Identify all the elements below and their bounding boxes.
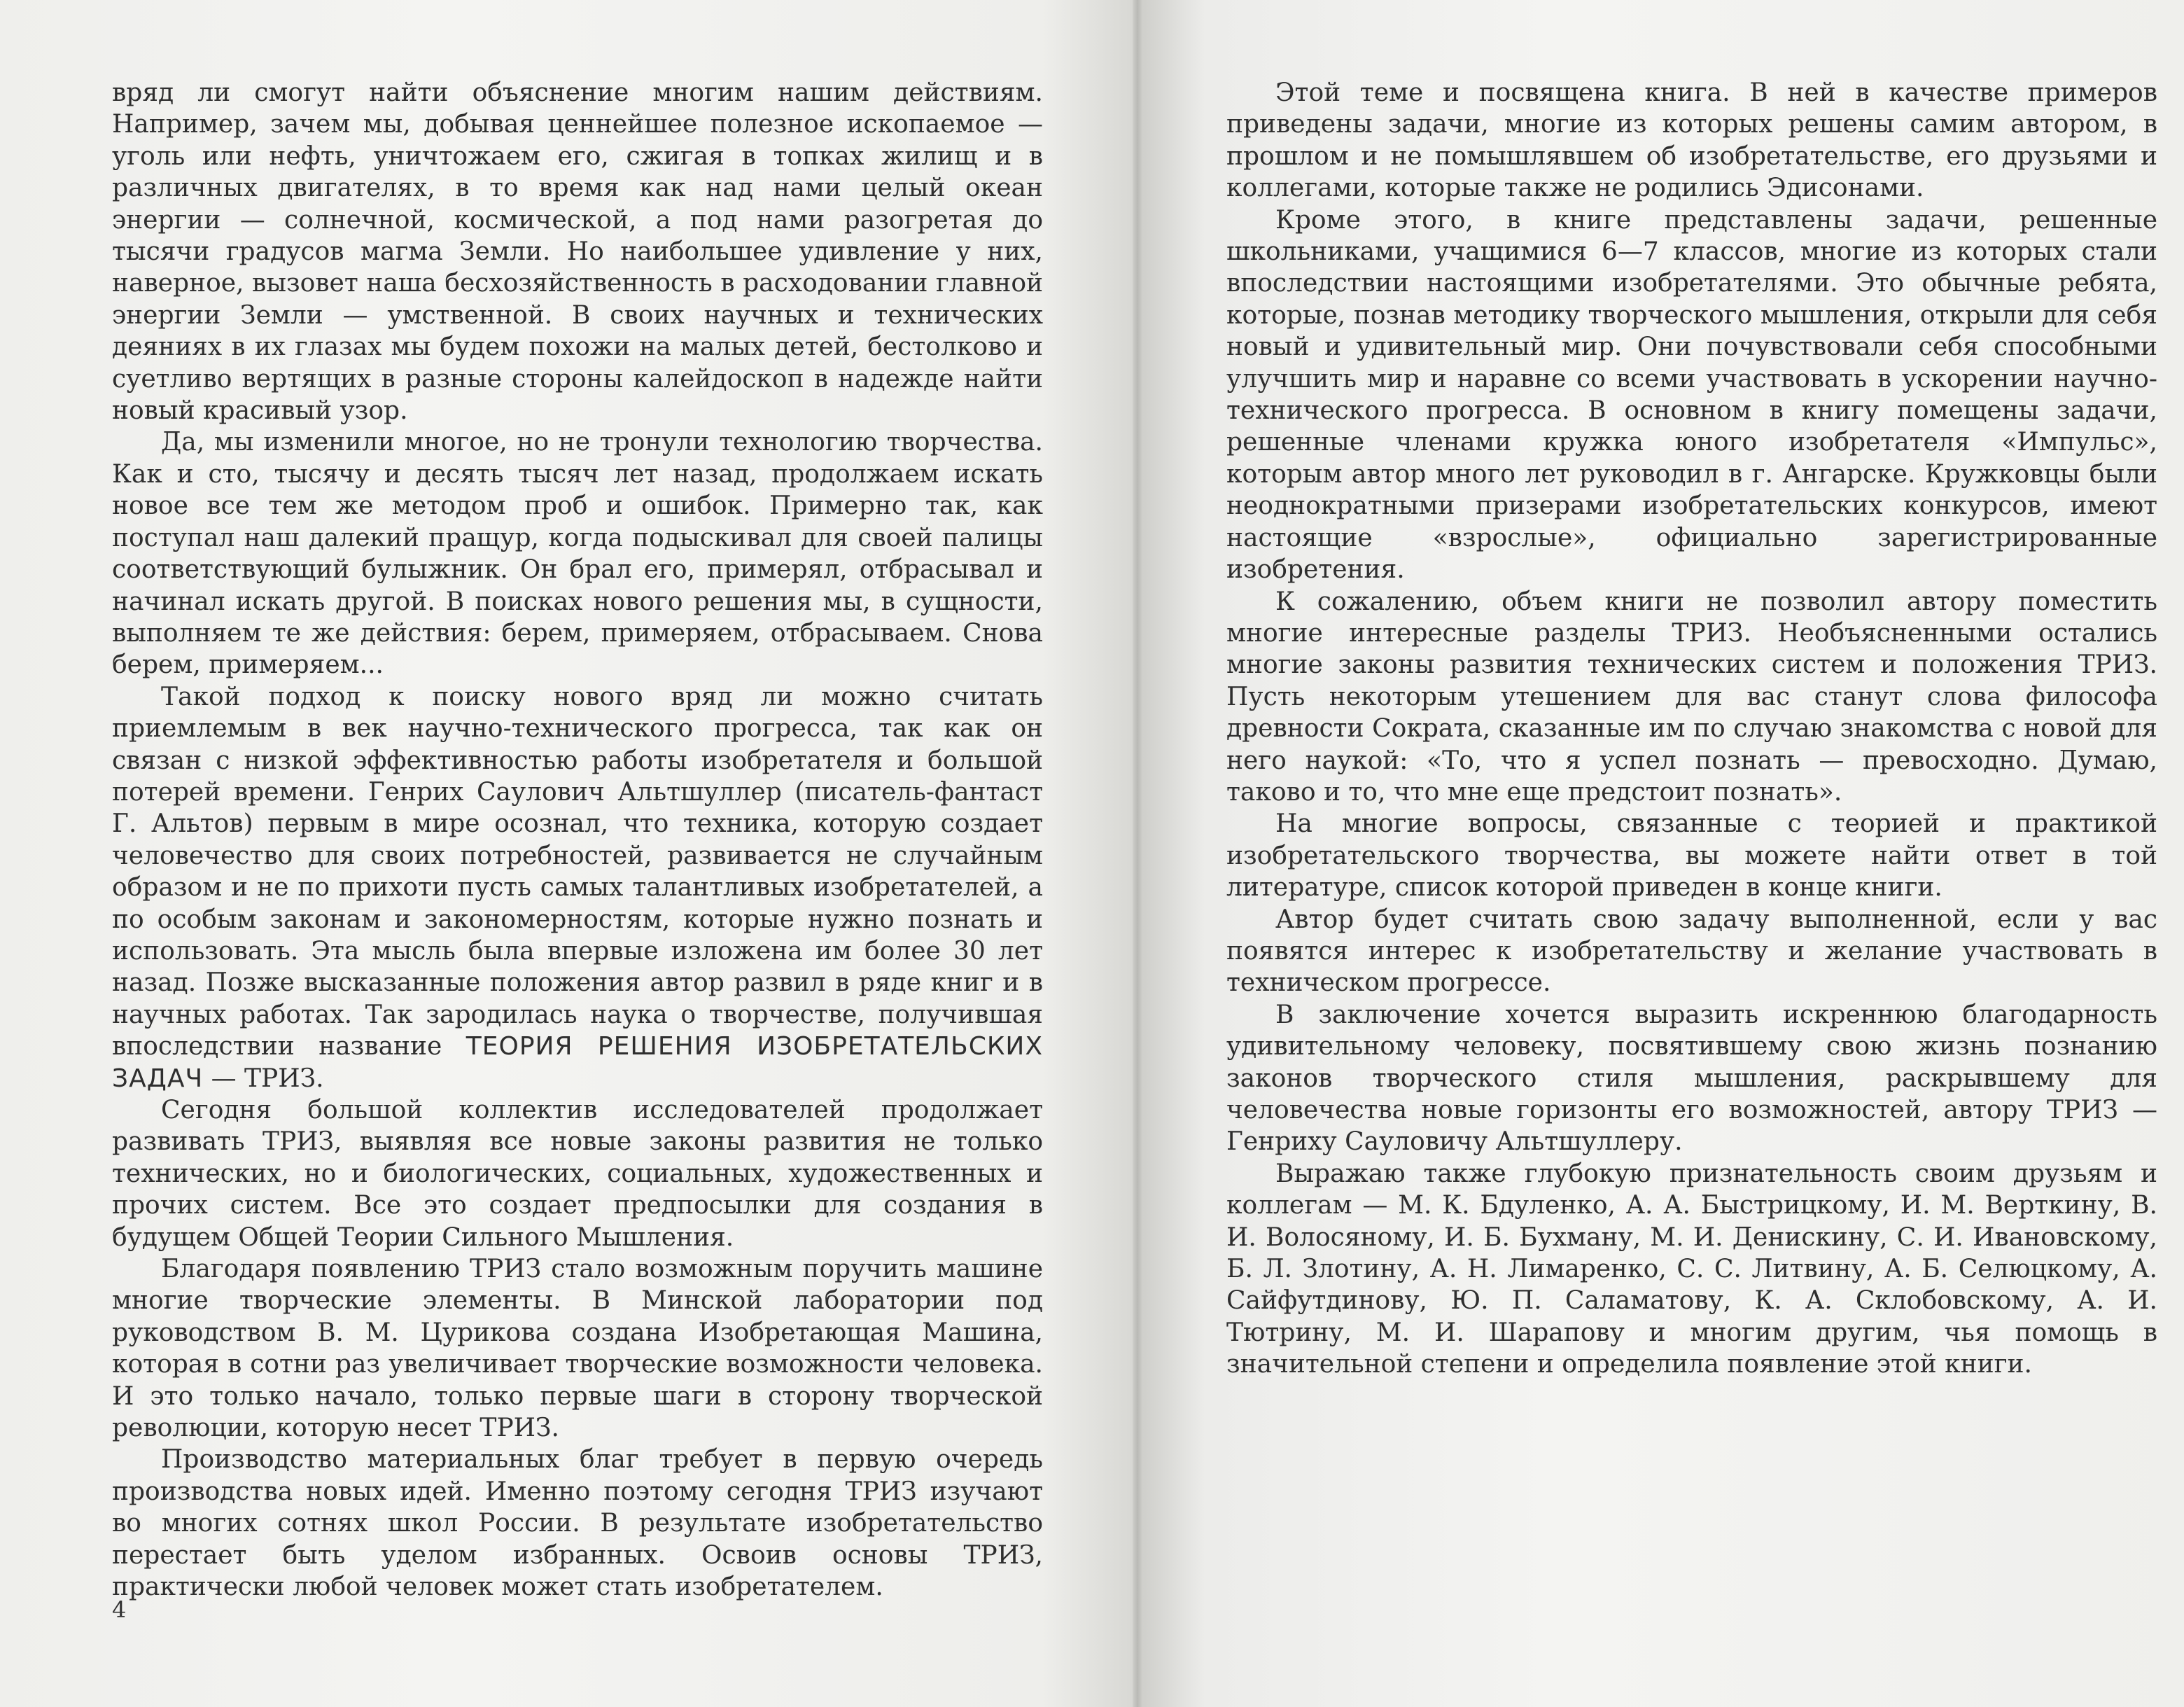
paragraph: Производство материальных благ требует в первую очередь производства новых идей. Именно поэтому сегодня ТРИЗ изучают во многих сотнях школ России. В результате изобретательство перестает быть уделом избранных. Освоив основы ТРИЗ, практически любой человек может стать изобретателем. bbox=[112, 1445, 1043, 1602]
paragraph: Сегодня большой коллектив исследователей продолжает развивать ТРИЗ, выявляя все новые законы развития не только технических, но и биологических, социальных, художественных и прочих систем. Все это создает предпосылки для создания в будущем Общей Теории Сильного Мышления. bbox=[112, 1096, 1043, 1252]
right-page bbox=[1142, 0, 2184, 1707]
right-text-column bbox=[1226, 77, 2157, 1381]
triz-title-caps: ТЕОРИЯ РЕШЕНИЯ ИЗОБРЕТАТЕЛЬСКИХ ЗАДАЧ bbox=[112, 1032, 1043, 1093]
paragraph: Выражаю также глубокую признательность своим друзьям и коллегам — М. К. Бдуленко, А. А. Быстрицкому, И. М. Верткину, В. И. Волосяному, И. Б. Бухману, М. И. Денискину, С. И. Ивановскому, Б. Л. Злотину, А. Н. Лимаренко, С. С. Литвину, А. Б. Селюцкому, А. Сайфутдинову, Ю. П. Саламатову, К. А. Склобовскому, А. И. Тютрину, М. И. Шарапову и многим другим, чья помощь в значительной степени и определила появление этой книги. bbox=[1226, 1159, 2157, 1379]
paragraph-text: Такой подход к поиску нового вряд ли можно считать приемлемым в век научно-технического прогресса, так как он связан с низкой эффективностью работы изобретателя и большой потерей времени. Генрих Саулович Альтшуллер (писатель-фантаст Г. Альтов) первым в мире осознал, что техника, которую создает человечество для своих потребностей, развивается не случайным образом и не по прихоти пусть самых талантливых изобретателей, а по особым законам и закономерностям, которые нужно познать и использовать. Эта мысль была впервые изложена им более 30 лет назад. Позже высказанные положения автор развил в ряде книг и в научных работах. Так зародилась наука о творчестве, получившая впоследствии название bbox=[112, 682, 1043, 1061]
paragraph-text: — ТРИЗ. bbox=[203, 1064, 324, 1093]
page-number: 4 bbox=[112, 1596, 127, 1623]
paragraph: На многие вопросы, связанные с теорией и практикой изобретательского творчества, вы можете найти ответ в той литературе, список которой приведен в конце книги. bbox=[1226, 809, 2157, 903]
paragraph: Благодаря появлению ТРИЗ стало возможным поручить машине многие творческие элементы. В Минской лаборатории под руководством В. М. Цурикова создана Изобретающая Машина, которая в сотни раз увеличивает творческие возможности человека. И это только начало, только первые шаги в сторону творческой революции, которую несет ТРИЗ. bbox=[112, 1255, 1043, 1443]
paragraph: вряд ли смогут найти объяснение многим нашим действиям. Например, зачем мы, добывая ценнейшее полезное ископаемое — уголь или нефть, уничтожаем его, сжигая в топках жилищ и в различных двигателях, в то время как над нами целый океан энергии — солнечной, космической, а под нами разогретая до тысячи градусов магма Земли. Но наибольшее удивление у них, наверное, вызовет наша бесхозяйственность в расходовании главной энергии Земли — умственной. В своих научных и технических деяниях в их глазах мы будем похожи на малых детей, бестолково и суетливо вертящих в разные стороны калейдоскоп в надежде найти новый красивый узор. bbox=[112, 78, 1043, 426]
paragraph: К сожалению, объем книги не позволил автору поместить многие интересные разделы ТРИЗ. Необъясненными остались многие законы развития технических систем и положения ТРИЗ. Пусть некоторым утешением для вас станут слова философа древности Сократа, сказанные им по случаю знакомства с новой для него наукой: «То, что я успел познать — превосходно. Думаю, таково и то, что мне еще предстоит познать». bbox=[1226, 587, 2157, 807]
paragraph bbox=[112, 681, 1043, 1094]
left-text-column bbox=[112, 77, 1043, 1603]
book-gutter bbox=[1133, 0, 1142, 1707]
paragraph: Кроме этого, в книге представлены задачи, решенные школьниками, учащимися 6—7 классов, многие из которых стали впоследствии настоящими изобретателями. Это обычные ребята, которые, познав методику творческого мышления, открыли для себя новый и удивительный мир. Они почувствовали себя способными улучшить мир и наравне со всеми участвовать в ускорении научно-технического прогресса. В основном в книгу помещены задачи, решенные членами кружка юного изобретателя «Импульс», которым автор много лет руководил в г. Ангарске. Кружковцы были неоднократными призерами изобретательских конкурсов, имеют настоящие «взрослые», официально зарегистрированные изобретения. bbox=[1226, 205, 2157, 585]
paragraph: Этой теме и посвящена книга. В ней в качестве примеров приведены задачи, многие из которых решены самим автором, в прошлом и не помышлявшем об изобретательстве, его друзьями и коллегами, которые также не родились Эдисонами. bbox=[1226, 78, 2157, 203]
paragraph: Да, мы изменили многое, но не тронули технологию творчества. Как и сто, тысячу и десять тысяч лет назад, продолжаем искать новое все тем же методом проб и ошибок. Примерно так, как поступал наш далекий пращур, когда подыскивал для своей палицы соответствующий булыжник. Он брал его, примерял, отбрасывал и начинал искать другой. В поисках нового решения мы, в сущности, выполняем те же действия: берем, примеряем, отбрасываем. Снова берем, примеряем... bbox=[112, 428, 1043, 680]
paragraph: В заключение хочется выразить искреннюю благодарность удивительному человеку, посвятившему свою жизнь познанию законов творческого стиля мышления, раскрывшему для человечества новые горизонты его возможностей, автору ТРИЗ — Генриху Сауловичу Альтшуллеру. bbox=[1226, 1000, 2157, 1157]
paragraph: Автор будет считать свою задачу выполненной, если у вас появятся интерес к изобретательству и желание участвовать в техническом прогрессе. bbox=[1226, 905, 2157, 998]
